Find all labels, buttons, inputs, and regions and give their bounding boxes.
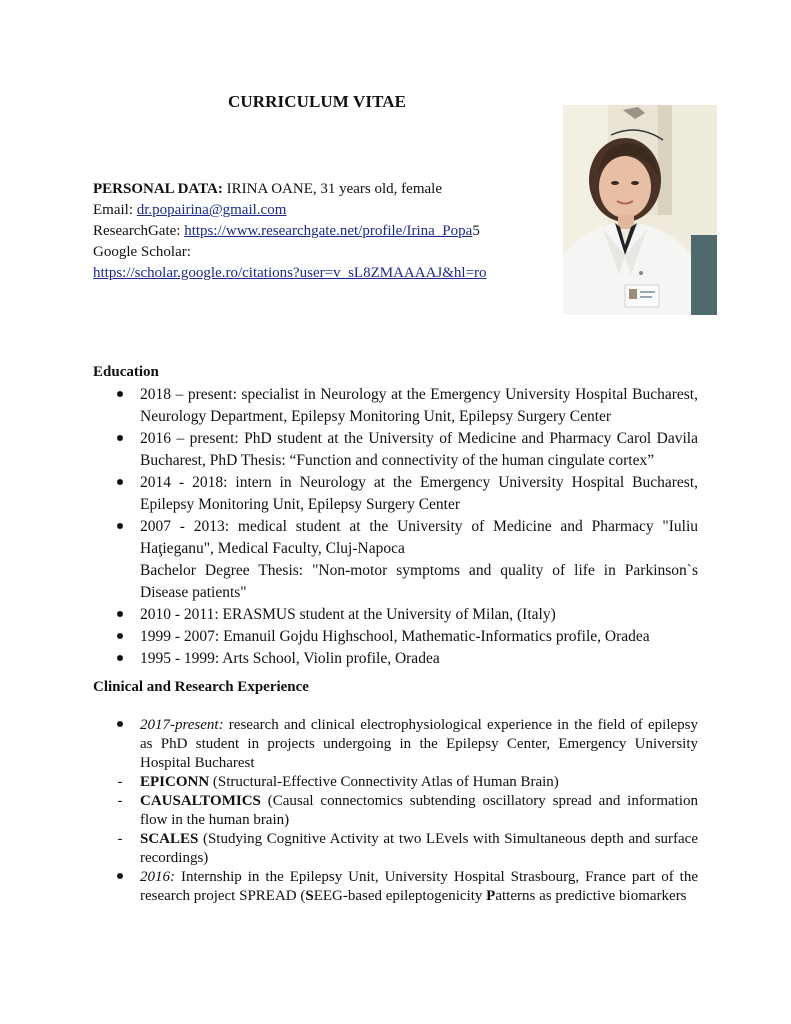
bullet-icon [115,472,125,494]
experience-period: 2016: [140,869,175,885]
project-item [93,773,698,792]
experience-item-text: Internship in the Epilepsy Unit, University Hospital Strasbourg, France part of the research project SPREAD ( [140,869,698,904]
education-item [93,626,698,648]
experience-item-text: atterns as predictive biomarkers [495,888,687,904]
experience-item [93,868,698,906]
portrait-image [563,105,717,315]
email-label: Email: [93,202,137,218]
experience-item-text: EEG-based epileptogenicity [313,888,487,904]
email-link[interactable]: dr.popairina@gmail.com [136,202,287,218]
experience-heading: Clinical and Research Experience [93,679,309,695]
email-line [93,200,487,221]
acronym-letter: P [486,888,496,904]
scholar-line [93,263,487,284]
personal-data-value: IRINA OANE, 31 years old, female [222,181,442,197]
project-description: (Studying Cognitive Activity at two LEvels with Simultaneous depth and surface recordings) [140,831,698,866]
experience-period: 2017-present: [140,717,224,733]
personal-data-block [93,179,487,284]
education-item-text: 1999 - 2007: Emanuil Gojdu Highschool, Mathematic-Informatics profile, Oradea [140,628,650,645]
project-name: EPICONN [140,774,210,790]
education-item [93,604,698,626]
education-item-text: 2007 - 2013: medical student at the University of Medicine and Pharmacy "Iuliu Haţieganu", Medical Faculty, Cluj-Napoca [140,518,698,557]
acronym-letter: S [305,888,314,904]
project-name: CAUSALTOMICS [140,793,261,809]
education-item [93,472,698,516]
education-item-text: 2014 - 2018: intern in Neurology at the Emergency University Hospital Bucharest, Epilepsy Monitoring Unit, Epilepsy Surgery Center [140,474,698,513]
dash-icon [115,792,125,811]
researchgate-link[interactable]: https://www.researchgate.net/profile/Irina_Popa [184,223,473,239]
education-item-text: 2016 – present: PhD student at the University of Medicine and Pharmacy Carol Davila Bucharest, PhD Thesis: “Function and connectivity of the human cingulate cortex” [140,430,698,469]
experience-item-text: research and clinical electrophysiological experience in the field of epilepsy as PhD student in projects undergoing in the Epilepsy Center, Emergency University Hospital Bucharest [140,717,698,771]
bullet-icon [115,648,125,670]
experience-list [93,716,698,906]
dash-icon [115,773,125,792]
bullet-icon [115,384,125,406]
personal-data-label: PERSONAL DATA: [93,181,223,197]
bullet-icon [115,516,125,538]
bullet-icon [115,626,125,648]
education-item [93,648,698,670]
education-item-text: 2018 – present: specialist in Neurology at the Emergency University Hospital Bucharest, Neurology Department, Epilepsy Monitoring Unit, Epilepsy Surgery Center [140,386,698,425]
bullet-icon [115,868,125,887]
google-scholar-link[interactable]: https://scholar.google.ro/citations?user=v_sL8ZMAAAAJ&hl=ro [93,265,487,281]
bullet-icon [115,604,125,626]
project-item [93,792,698,830]
education-item [93,428,698,472]
project-description: (Causal connectomics subtending oscillatory spread and information flow in the human brain) [140,793,698,828]
scholar-label: Google Scholar: [93,244,191,260]
bullet-icon [115,716,125,735]
experience-item [93,716,698,773]
education-item-subtext: Bachelor Degree Thesis: "Non-motor symptoms and quality of life in Parkinson`s Disease patients" [140,562,698,601]
project-item [93,830,698,868]
researchgate-line [93,221,487,242]
education-item [93,384,698,428]
profile-photo [563,105,717,315]
project-description: (Structural-Effective Connectivity Atlas of Human Brain) [209,774,559,790]
bullet-icon [115,428,125,450]
education-list [93,384,698,670]
education-item-text: 1995 - 1999: Arts School, Violin profile, Oradea [140,650,440,667]
dash-icon [115,830,125,849]
page-title: CURRICULUM VITAE [228,92,407,111]
education-item [93,516,698,604]
education-item-text: 2010 - 2011: ERASMUS student at the University of Milan, (Italy) [140,606,556,623]
education-heading: Education [93,364,159,380]
researchgate-label: ResearchGate: [93,223,185,239]
project-name: SCALES [140,831,199,847]
personal-data-line [93,179,487,200]
researchgate-suffix: 5 [472,223,480,239]
